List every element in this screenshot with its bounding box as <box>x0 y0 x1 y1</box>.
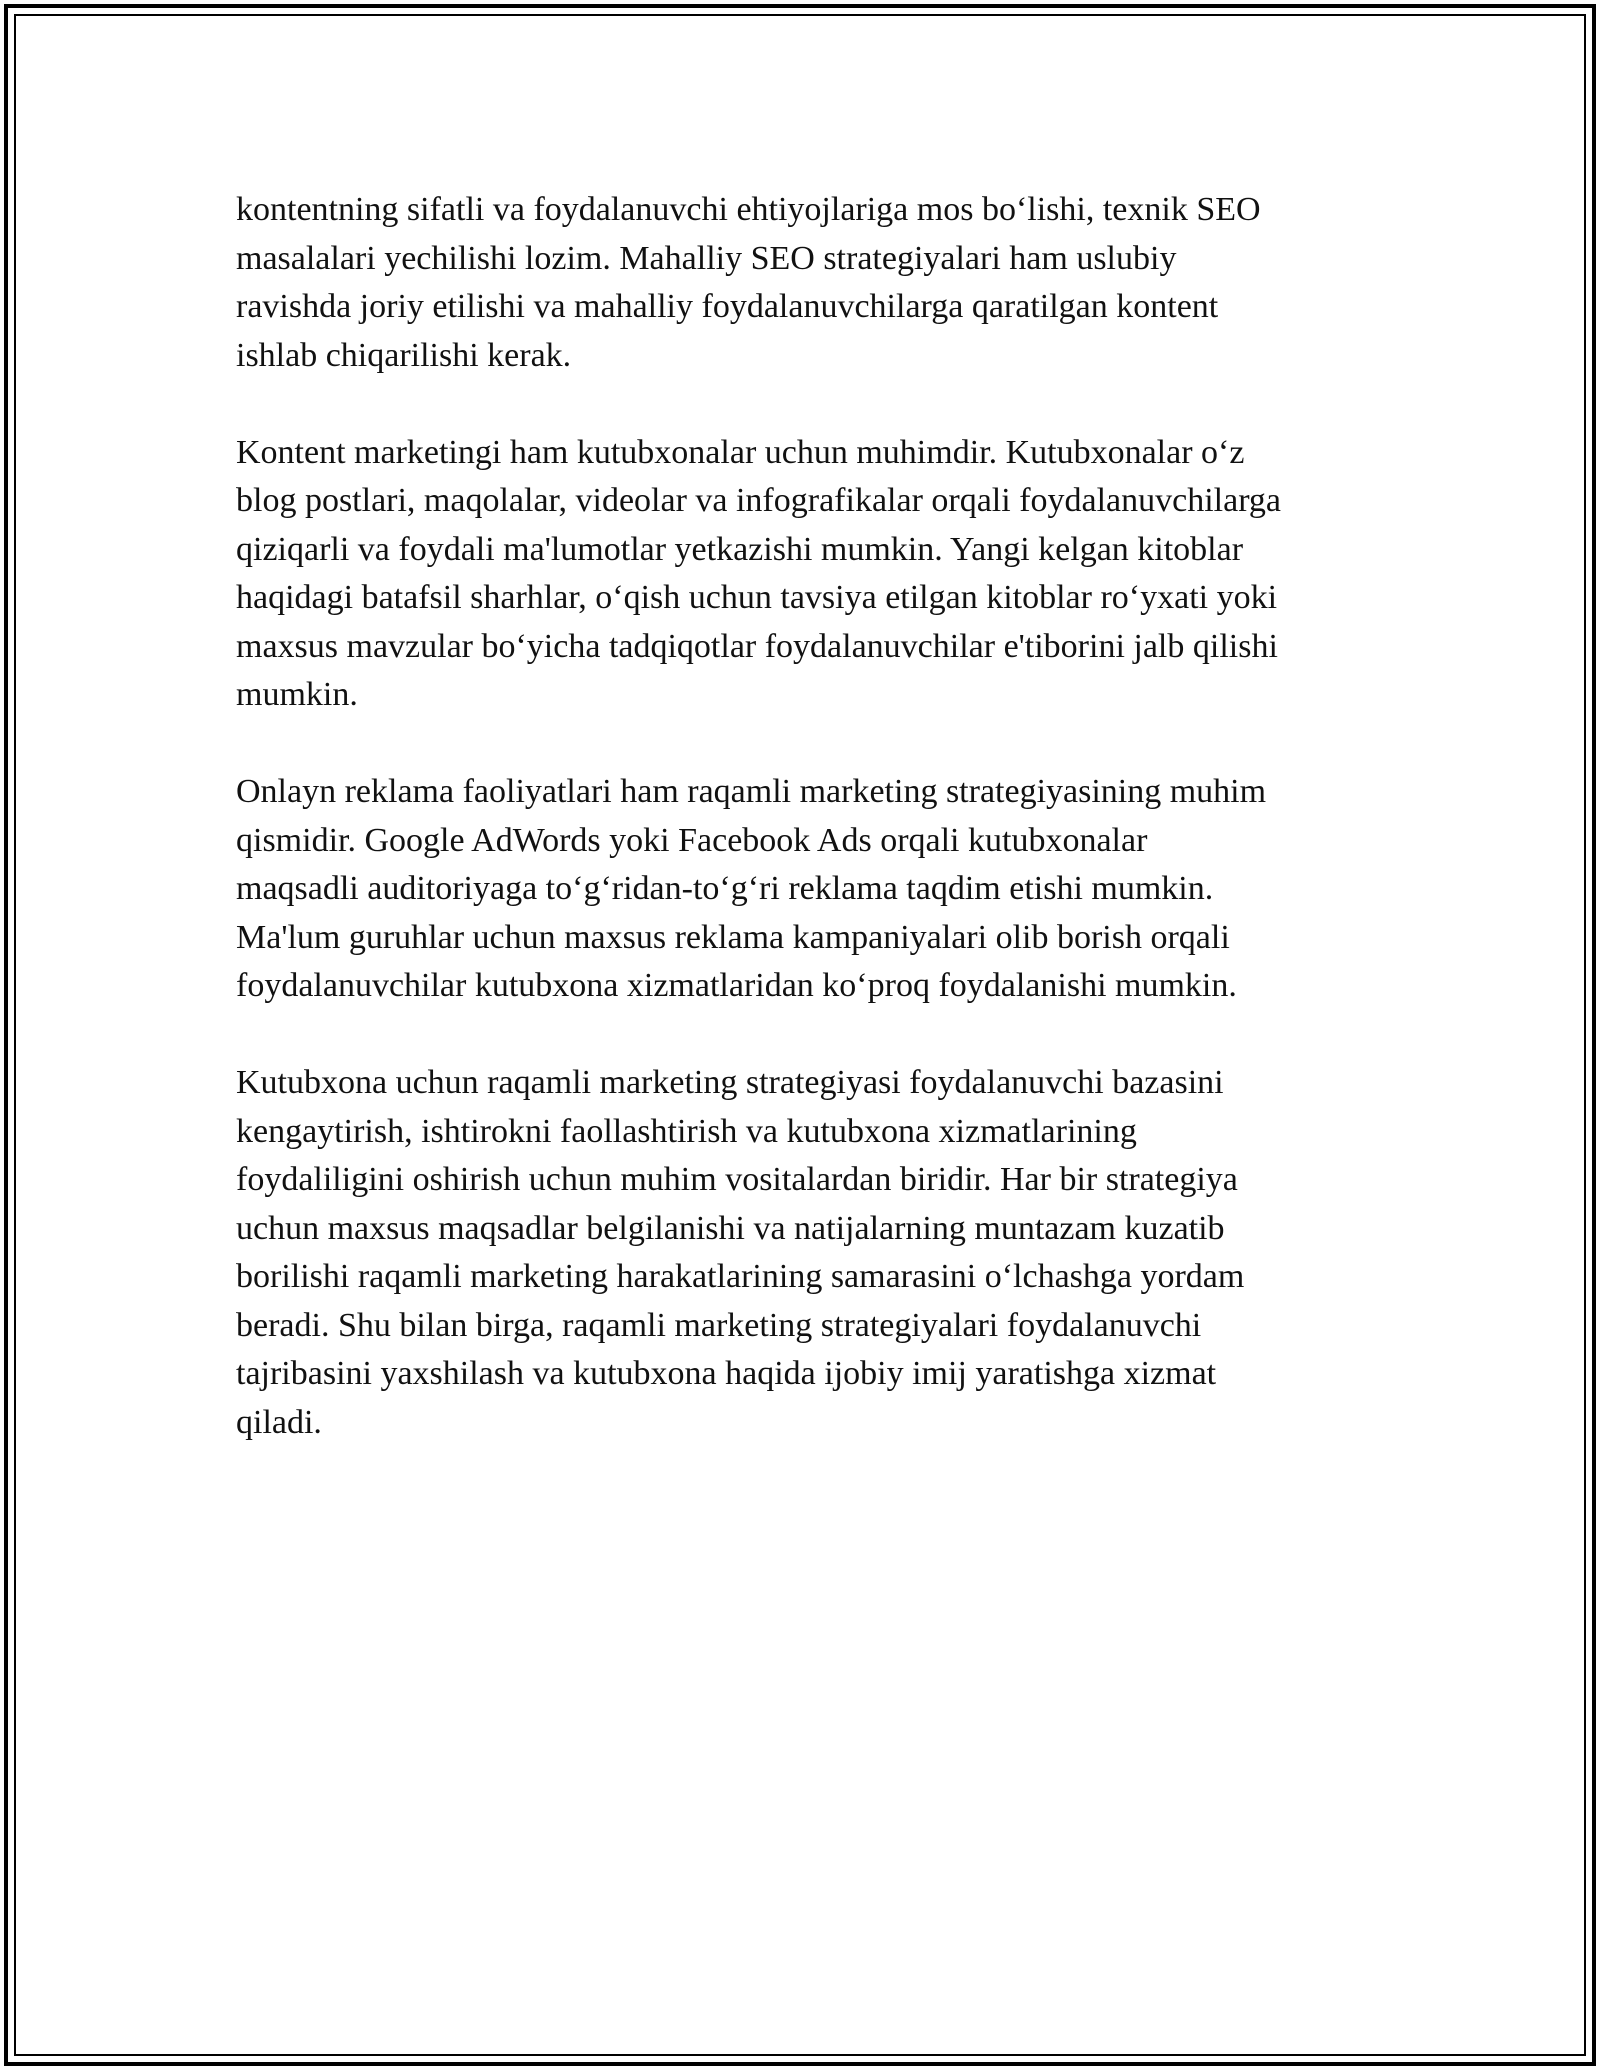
paragraph-4: Kutubxona uchun raqamli marketing strategiyasi foydalanuvchi bazasini kengaytirish, ishtirokni faollashtirish va kutubxona xizmatlarining foydaliligini oshirish uchun muhim vositalardan biridir. Har bir strategiya uchun maxsus maqsadlar belgilanishi va natijalarning muntazam kuzatib borilishi raqamli marketing harakatlarining samarasini o‘lchashga yordam beradi. Shu bilan birga, raqamli marketing strategiyalari foydalanuvchi tajribasini yaxshilash va kutubxona haqida ijobiy imij yaratishga xizmat qiladi. <box>236 1064 1245 1441</box>
paragraph-1: kontentning sifatli va foydalanuvchi ehtiyojlariga mos bo‘lishi, texnik SEO masalalari yechilishi lozim. Mahalliy SEO strategiyalari ham uslubiy ravishda joriy etilishi va mahalliy foydalanuvchilarga qaratilgan kontent ishlab chiqarilishi kerak. <box>236 191 1261 374</box>
paragraph-2: Kontent marketingi ham kutubxonalar uchun muhimdir. Kutubxonalar o‘z blog postlari, maqolalar, videolar va infografikalar orqali foydalanuvchilarga qiziqarli va foydali ma'lumotlar yetkazishi mumkin. Yangi kelgan kitoblar haqidagi batafsil sharhlar, o‘qish uchun tavsiya etilgan kitoblar ro‘yxati yoki maxsus mavzular bo‘yicha tadqiqotlar foydalanuvchilar e'tiborini jalb qilishi mumkin. <box>236 433 1282 713</box>
paragraph-3: Onlayn reklama faoliyatlari ham raqamli marketing strategiyasining muhim qismidir. Google AdWords yoki Facebook Ads orqali kutubxonalar maqsadli auditoriyaga to‘g‘ridan-to‘g‘ri reklama taqdim etishi mumkin. Ma'lum guruhlar uchun maxsus reklama kampaniyalari olib borish orqali foydalanuvchilar kutubxona xizmatlaridan ko‘proq foydalanishi mumkin. <box>236 773 1267 1004</box>
document-body <box>236 186 1376 1496</box>
